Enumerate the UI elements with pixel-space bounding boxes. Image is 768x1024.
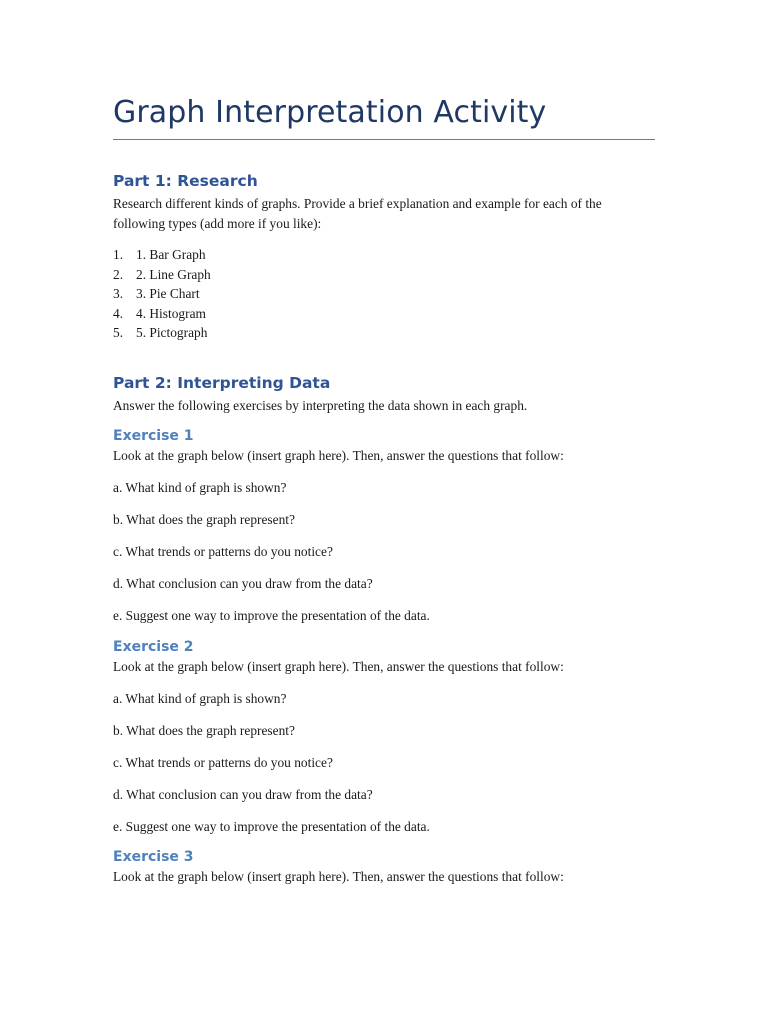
exercise-2-instruction: Look at the graph below (insert graph here). Then, answer the questions that follow: — [113, 658, 564, 674]
graph-types-list — [113, 245, 655, 343]
exercise-1-heading: Exercise 1 — [113, 428, 194, 444]
list-item: 5. 5. Pictograph — [113, 325, 208, 340]
list-item: 1. 1. Bar Graph — [113, 247, 206, 262]
exercise-1-question-c: c. What trends or patterns do you notice? — [113, 544, 333, 559]
exercise-2-question-c: c. What trends or patterns do you notice? — [113, 754, 333, 770]
list-item: 4. 4. Histogram — [113, 305, 206, 321]
list-item: 2. 2. Line Graph — [113, 266, 211, 282]
part2-heading: Part 2: Interpreting Data — [113, 373, 331, 392]
document-title: Graph Interpretation Activity — [113, 95, 655, 140]
exercise-3-instruction: Look at the graph below (insert graph here). Then, answer the questions that follow: — [113, 869, 564, 884]
exercise-1-question-e: e. Suggest one way to improve the presentation of the data. — [113, 608, 430, 623]
part1-heading: Part 1: Research — [113, 172, 258, 190]
list-item: 3. 3. Pie Chart — [113, 286, 200, 301]
exercise-3-heading: Exercise 3 — [113, 849, 194, 865]
exercise-1-question-b: b. What does the graph represent? — [113, 512, 295, 527]
document-body — [113, 95, 655, 887]
exercise-2-question-a: a. What kind of graph is shown? — [113, 690, 287, 706]
part1-intro: Research different kinds of graphs. Provide a brief explanation and example for each of the following types (add more if you like): — [113, 196, 602, 231]
exercise-1-instruction: Look at the graph below (insert graph here). Then, answer the questions that follow: — [113, 448, 564, 463]
exercise-2-question-b: b. What does the graph represent? — [113, 722, 295, 738]
exercise-1-question-a: a. What kind of graph is shown? — [113, 480, 287, 495]
exercise-2-question-e: e. Suggest one way to improve the presentation of the data. — [113, 818, 430, 834]
exercise-2-heading: Exercise 2 — [113, 638, 194, 655]
part2-intro: Answer the following exercises by interpreting the data shown in each graph. — [113, 397, 528, 413]
exercise-2-question-d: d. What conclusion can you draw from the data? — [113, 786, 373, 802]
exercise-1-question-d: d. What conclusion can you draw from the data? — [113, 576, 373, 591]
